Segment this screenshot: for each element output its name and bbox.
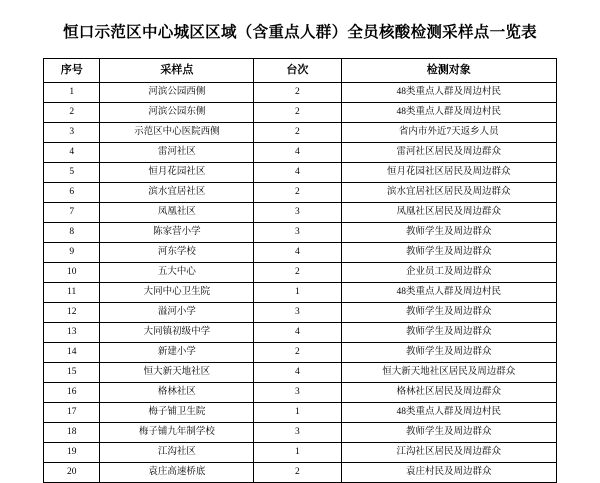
column-header-target: 检测对象 [341,59,556,83]
cell-index: 11 [44,283,100,303]
cell-index: 1 [44,83,100,103]
cell-index: 10 [44,263,100,283]
cell-count: 2 [254,123,341,143]
cell-site: 河东学校 [100,243,254,263]
cell-site: 梅子铺卫生院 [100,403,254,423]
cell-index: 20 [44,463,100,483]
cell-target: 恒大新天地社区居民及周边群众 [341,363,556,383]
cell-index: 8 [44,223,100,243]
table-row [44,243,557,263]
cell-site: 五大中心 [100,263,254,283]
cell-target: 教师学生及周边群众 [341,243,556,263]
cell-index: 2 [44,103,100,123]
cell-index: 19 [44,443,100,463]
cell-site: 大同中心卫生院 [100,283,254,303]
cell-site: 河滨公园西侧 [100,83,254,103]
cell-count: 2 [254,183,341,203]
table-row [44,83,557,103]
cell-count: 2 [254,103,341,123]
cell-count: 3 [254,423,341,443]
cell-site: 格林社区 [100,383,254,403]
table-row [44,343,557,363]
cell-target: 恒月花园社区居民及周边群众 [341,163,556,183]
page-title: 恒口示范区中心城区区域（含重点人群）全员核酸检测采样点一览表 [62,24,537,41]
cell-count: 4 [254,143,341,163]
table-row [44,323,557,343]
table-header [44,59,557,83]
table-row [44,283,557,303]
table-row [44,303,557,323]
cell-target: 企业员工及周边群众 [341,263,556,283]
cell-target: 48类重点人群及周边村民 [341,83,556,103]
cell-count: 2 [254,463,341,483]
cell-count: 1 [254,443,341,463]
cell-count: 4 [254,363,341,383]
table-row [44,403,557,423]
cell-count: 2 [254,83,341,103]
table-row [44,463,557,483]
table-row [44,163,557,183]
table-row [44,143,557,163]
cell-count: 3 [254,383,341,403]
cell-target: 滨水宜居社区居民及周边群众 [341,183,556,203]
cell-count: 3 [254,203,341,223]
column-header-site: 采样点 [100,59,254,83]
table-row [44,363,557,383]
cell-index: 6 [44,183,100,203]
cell-target: 格林社区居民及周边群众 [341,383,556,403]
cell-count: 1 [254,283,341,303]
cell-index: 5 [44,163,100,183]
cell-count: 4 [254,163,341,183]
cell-count: 4 [254,243,341,263]
cell-index: 13 [44,323,100,343]
cell-site: 滨水宜居社区 [100,183,254,203]
cell-target: 雷河社区居民及周边群众 [341,143,556,163]
cell-target: 教师学生及周边群众 [341,223,556,243]
cell-target: 袁庄村民及周边群众 [341,463,556,483]
table-row [44,123,557,143]
cell-site: 江沟社区 [100,443,254,463]
cell-site: 袁庄高速桥底 [100,463,254,483]
table-row [44,203,557,223]
cell-site: 新建小学 [100,343,254,363]
cell-index: 15 [44,363,100,383]
cell-index: 17 [44,403,100,423]
column-header-count: 台次 [254,59,341,83]
column-header-index: 序号 [44,59,100,83]
cell-count: 4 [254,323,341,343]
cell-target: 48类重点人群及周边村民 [341,103,556,123]
cell-index: 4 [44,143,100,163]
cell-index: 7 [44,203,100,223]
table-container [43,58,557,483]
cell-index: 3 [44,123,100,143]
cell-count: 3 [254,223,341,243]
cell-target: 省内市外近7天返乡人员 [341,123,556,143]
cell-target: 教师学生及周边群众 [341,423,556,443]
cell-target: 教师学生及周边群众 [341,303,556,323]
sampling-point-table [43,58,557,483]
table-row [44,383,557,403]
cell-site: 凤凰社区 [100,203,254,223]
cell-site: 大同镇初级中学 [100,323,254,343]
cell-index: 14 [44,343,100,363]
cell-target: 教师学生及周边群众 [341,343,556,363]
table-row [44,443,557,463]
cell-site: 示范区中心医院西侧 [100,123,254,143]
cell-target: 教师学生及周边群众 [341,323,556,343]
cell-site: 雷河社区 [100,143,254,163]
cell-target: 48类重点人群及周边村民 [341,403,556,423]
cell-site: 河滨公园东侧 [100,103,254,123]
cell-target: 48类重点人群及周边村民 [341,283,556,303]
table-body [44,83,557,483]
cell-count: 2 [254,343,341,363]
cell-target: 凤凰社区居民及周边群众 [341,203,556,223]
cell-index: 18 [44,423,100,443]
cell-target: 江沟社区居民及周边群众 [341,443,556,463]
cell-site: 梅子铺九年制学校 [100,423,254,443]
cell-index: 16 [44,383,100,403]
table-row [44,103,557,123]
table-row [44,183,557,203]
table-header-row [44,59,557,83]
cell-index: 12 [44,303,100,323]
cell-count: 3 [254,303,341,323]
cell-count: 1 [254,403,341,423]
cell-site: 恒月花园社区 [100,163,254,183]
cell-count: 2 [254,263,341,283]
table-row [44,223,557,243]
table-row [44,423,557,443]
cell-site: 恒大新天地社区 [100,363,254,383]
cell-site: 溢河小学 [100,303,254,323]
table-row [44,263,557,283]
cell-index: 9 [44,243,100,263]
cell-site: 陈家营小学 [100,223,254,243]
